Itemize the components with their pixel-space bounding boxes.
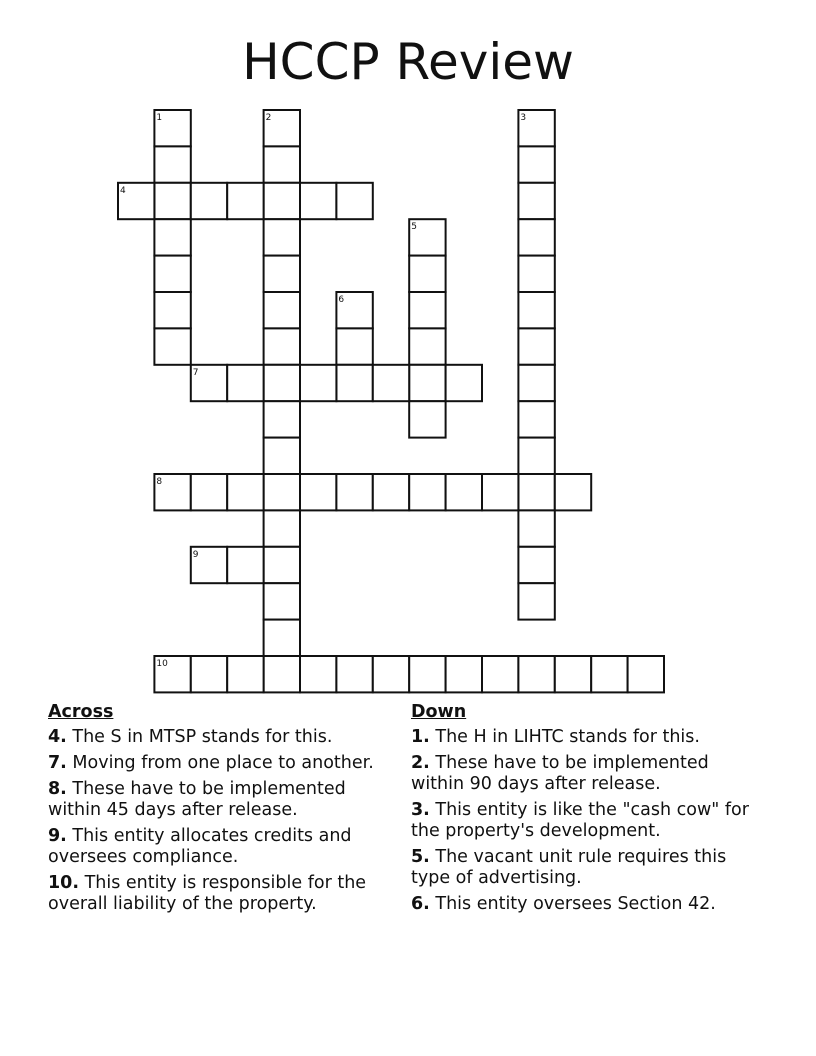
grid-cell[interactable] xyxy=(227,474,263,510)
grid-cell[interactable] xyxy=(154,219,190,255)
grid-cell[interactable] xyxy=(227,365,263,401)
cell-number: 8 xyxy=(156,477,163,487)
across-clues xyxy=(48,702,403,920)
grid-cell[interactable] xyxy=(518,547,554,583)
grid-cell[interactable] xyxy=(518,365,554,401)
down-clue[interactable] xyxy=(411,753,761,795)
grid-cell[interactable] xyxy=(518,474,554,510)
grid-cell[interactable] xyxy=(518,583,554,619)
grid-cell[interactable] xyxy=(409,365,445,401)
grid-cell[interactable] xyxy=(264,474,300,510)
grid-cell[interactable] xyxy=(264,620,300,656)
grid-cell[interactable] xyxy=(264,510,300,546)
grid-cell[interactable] xyxy=(373,474,409,510)
grid-cell[interactable] xyxy=(264,365,300,401)
grid-cell[interactable] xyxy=(409,474,445,510)
grid-cell[interactable] xyxy=(409,328,445,364)
across-clue[interactable] xyxy=(48,779,403,821)
down-heading: Down xyxy=(411,702,467,722)
grid-cell[interactable] xyxy=(446,656,482,692)
clue-number: 1. xyxy=(411,727,430,747)
clue-text: This entity is like the "cash cow" for the property's development. xyxy=(411,800,749,841)
page-title: HCCP Review xyxy=(242,33,574,91)
grid-cell[interactable] xyxy=(373,656,409,692)
grid-cell[interactable] xyxy=(264,583,300,619)
grid-cell[interactable] xyxy=(518,328,554,364)
down-clue[interactable] xyxy=(411,894,761,915)
grid-cell[interactable] xyxy=(409,256,445,292)
grid-cell[interactable] xyxy=(336,365,372,401)
grid-cell[interactable] xyxy=(409,656,445,692)
clue-text: This entity is responsible for the overall liability of the property. xyxy=(48,873,367,914)
across-clue[interactable] xyxy=(48,826,403,868)
cell-number: 10 xyxy=(156,659,168,669)
grid-cell[interactable] xyxy=(191,474,227,510)
grid-cell[interactable] xyxy=(154,292,190,328)
cell-number: 6 xyxy=(338,295,345,305)
grid-cell[interactable] xyxy=(409,292,445,328)
grid-cell[interactable] xyxy=(264,438,300,474)
grid-cell[interactable] xyxy=(154,146,190,182)
grid-cell[interactable] xyxy=(264,656,300,692)
clue-text: Moving from one place to another. xyxy=(72,753,374,773)
cell-number: 1 xyxy=(156,113,163,123)
grid-cell[interactable] xyxy=(591,656,627,692)
clue-text: This entity allocates credits and oversees compliance. xyxy=(48,826,352,867)
across-clue[interactable] xyxy=(48,873,403,915)
grid-cell[interactable] xyxy=(264,256,300,292)
cell-number: 3 xyxy=(520,113,527,123)
down-clue[interactable] xyxy=(411,727,761,748)
grid-cell[interactable] xyxy=(264,146,300,182)
grid-cell[interactable] xyxy=(264,292,300,328)
clue-number: 5. xyxy=(411,847,430,867)
clue-text: The S in MTSP stands for this. xyxy=(72,727,333,747)
grid-cell[interactable] xyxy=(446,365,482,401)
grid-cell[interactable] xyxy=(264,547,300,583)
clue-number: 8. xyxy=(48,779,67,799)
grid-cell[interactable] xyxy=(518,438,554,474)
cell-number: 7 xyxy=(192,367,199,378)
grid-cell[interactable] xyxy=(154,328,190,364)
grid-cell[interactable] xyxy=(482,474,518,510)
clue-number: 2. xyxy=(411,753,430,773)
clue-text: The H in LIHTC stands for this. xyxy=(435,727,700,747)
down-clues xyxy=(411,702,761,920)
grid-cell[interactable] xyxy=(409,401,445,437)
across-heading: Across xyxy=(48,702,114,722)
grid-cell[interactable] xyxy=(518,401,554,437)
grid-cell[interactable] xyxy=(336,474,372,510)
grid-cell[interactable] xyxy=(264,328,300,364)
grid-cell[interactable] xyxy=(518,256,554,292)
grid-cell[interactable] xyxy=(227,183,263,219)
across-clue[interactable] xyxy=(48,727,403,748)
grid-cell[interactable] xyxy=(191,183,227,219)
grid-cell[interactable] xyxy=(336,656,372,692)
grid-cell[interactable] xyxy=(154,183,190,219)
grid-cell[interactable] xyxy=(154,256,190,292)
grid-cell[interactable] xyxy=(264,401,300,437)
clue-number: 9. xyxy=(48,826,67,846)
clue-number: 7. xyxy=(48,753,67,773)
grid-cell[interactable] xyxy=(336,183,372,219)
grid-cell[interactable] xyxy=(628,656,664,692)
grid-cell[interactable] xyxy=(518,219,554,255)
grid-cell[interactable] xyxy=(300,474,336,510)
grid-cell[interactable] xyxy=(518,656,554,692)
cell-number: 2 xyxy=(265,113,272,123)
grid-cell[interactable] xyxy=(264,219,300,255)
clue-number: 6. xyxy=(411,894,430,914)
grid-cell[interactable] xyxy=(518,510,554,546)
clue-number: 10. xyxy=(48,873,80,893)
grid-cell[interactable] xyxy=(227,547,263,583)
cell-number: 4 xyxy=(120,185,126,196)
grid-cell[interactable] xyxy=(446,474,482,510)
grid-cell[interactable] xyxy=(336,328,372,364)
down-clue[interactable] xyxy=(411,800,761,842)
clue-text: This entity oversees Section 42. xyxy=(435,894,716,914)
grid-cell[interactable] xyxy=(518,292,554,328)
grid-cell[interactable] xyxy=(264,183,300,219)
grid-cell[interactable] xyxy=(518,146,554,182)
grid-cell[interactable] xyxy=(555,474,591,510)
grid-cell[interactable] xyxy=(191,656,227,692)
grid-cell[interactable] xyxy=(373,365,409,401)
cell-number: 5 xyxy=(411,222,417,233)
clue-text: These have to be implemented within 45 days after release. xyxy=(48,779,346,820)
clue-number: 3. xyxy=(411,800,430,820)
clue-text: These have to be implemented within 90 days after release. xyxy=(411,753,709,794)
down-clue[interactable] xyxy=(411,847,761,889)
cell-number: 9 xyxy=(192,549,199,560)
across-clue[interactable] xyxy=(48,753,403,774)
grid-cell[interactable] xyxy=(482,656,518,692)
clue-number: 4. xyxy=(48,727,67,747)
grid-cell[interactable] xyxy=(227,656,263,692)
grid-cell[interactable] xyxy=(300,183,336,219)
grid-cell[interactable] xyxy=(555,656,591,692)
grid-cell[interactable] xyxy=(518,183,554,219)
grid-cell[interactable] xyxy=(300,656,336,692)
clue-text: The vacant unit rule requires this type of advertising. xyxy=(411,847,727,888)
grid-cell[interactable] xyxy=(300,365,336,401)
